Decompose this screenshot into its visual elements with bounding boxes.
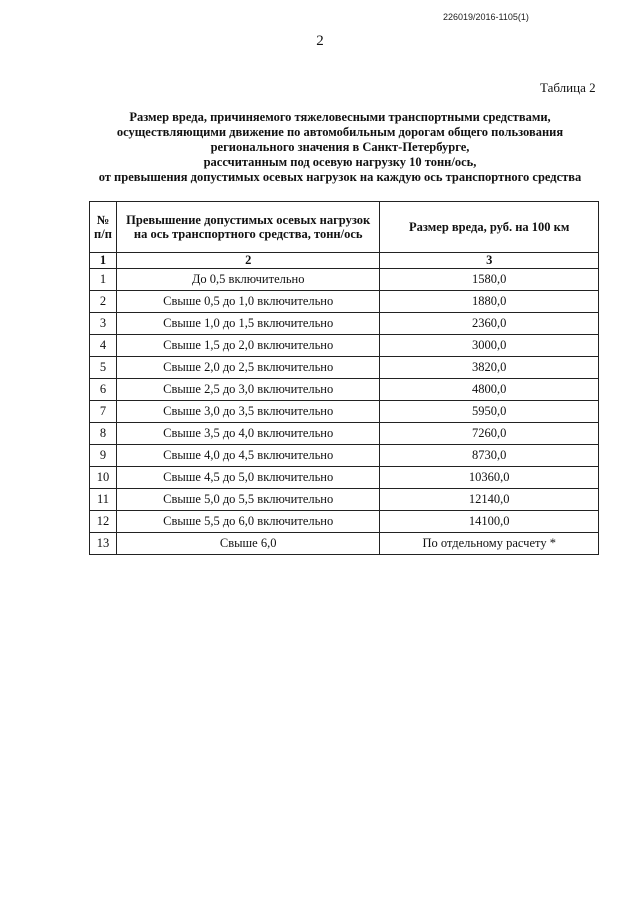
cell-desc: Свыше 0,5 до 1,0 включительно [116,291,379,313]
table-row [90,445,599,467]
cell-num: 12 [90,511,117,533]
cell-num: 6 [90,379,117,401]
cell-desc: Свыше 1,5 до 2,0 включительно [116,335,379,357]
table-row [90,269,599,291]
cell-num: 1 [90,269,117,291]
header-amount: Размер вреда, руб. на 100 км [380,202,599,253]
cell-desc: Свыше 2,5 до 3,0 включительно [116,379,379,401]
cell-amount: 7260,0 [380,423,599,445]
column-index: 1 [90,253,117,269]
title-line: рассчитанным под осевую нагрузку 10 тонн/ось, [203,155,477,169]
cell-amount: 3000,0 [380,335,599,357]
cell-desc: Свыше 6,0 [116,533,379,555]
cell-amount: 8730,0 [380,445,599,467]
cell-desc: Свыше 2,0 до 2,5 включительно [116,357,379,379]
column-index-row [90,253,599,269]
cell-num: 2 [90,291,117,313]
title-line: осуществляющими движение по автомобильным дорогам общего пользования [116,125,564,139]
cell-amount: 14100,0 [380,511,599,533]
table-row [90,379,599,401]
cell-desc: Свыше 4,5 до 5,0 включительно [116,467,379,489]
header-num: № п/п [90,202,117,253]
page-number: 2 [316,33,324,49]
cell-num: 3 [90,313,117,335]
damage-table [89,201,599,555]
table-row [90,313,599,335]
cell-amount: 4800,0 [380,379,599,401]
cell-amount: 3820,0 [380,357,599,379]
table-row [90,335,599,357]
column-index: 2 [116,253,379,269]
table-header-row [90,202,599,253]
cell-amount: 10360,0 [380,467,599,489]
cell-num: 13 [90,533,117,555]
cell-desc: Свыше 5,5 до 6,0 включительно [116,511,379,533]
table-row [90,357,599,379]
cell-amount: 12140,0 [380,489,599,511]
cell-desc: До 0,5 включительно [116,269,379,291]
cell-num: 11 [90,489,117,511]
table-row [90,533,599,555]
table-row [90,511,599,533]
cell-amount: 1580,0 [380,269,599,291]
column-index: 3 [380,253,599,269]
cell-desc: Свыше 1,0 до 1,5 включительно [116,313,379,335]
table-row [90,423,599,445]
cell-desc: Свыше 3,0 до 3,5 включительно [116,401,379,423]
title-line: регионального значения в Санкт-Петербурге, [210,140,470,154]
header-desc: Превышение допустимых осевых нагрузок на ось транспортного средства, тонн/ось [116,202,379,253]
title-line: Размер вреда, причиняемого тяжеловесными транспортными средствами, [129,110,551,124]
cell-num: 8 [90,423,117,445]
cell-desc: Свыше 5,0 до 5,5 включительно [116,489,379,511]
cell-num: 5 [90,357,117,379]
cell-num: 4 [90,335,117,357]
cell-num: 9 [90,445,117,467]
cell-num: 10 [90,467,117,489]
cell-desc: Свыше 3,5 до 4,0 включительно [116,423,379,445]
table-body [90,269,599,555]
title-line: от превышения допустимых осевых нагрузок на каждую ось транспортного средства [98,170,582,184]
cell-desc: Свыше 4,0 до 4,5 включительно [116,445,379,467]
table-row [90,489,599,511]
cell-num: 7 [90,401,117,423]
cell-amount: 2360,0 [380,313,599,335]
table-title [80,110,600,185]
table-row [90,401,599,423]
table-row [90,467,599,489]
cell-amount: По отдельному расчету * [380,533,599,555]
cell-amount: 1880,0 [380,291,599,313]
table-label: Таблица 2 [540,80,596,95]
table-row [90,291,599,313]
cell-amount: 5950,0 [380,401,599,423]
document-id: 226019/2016-1105(1) [443,12,529,22]
